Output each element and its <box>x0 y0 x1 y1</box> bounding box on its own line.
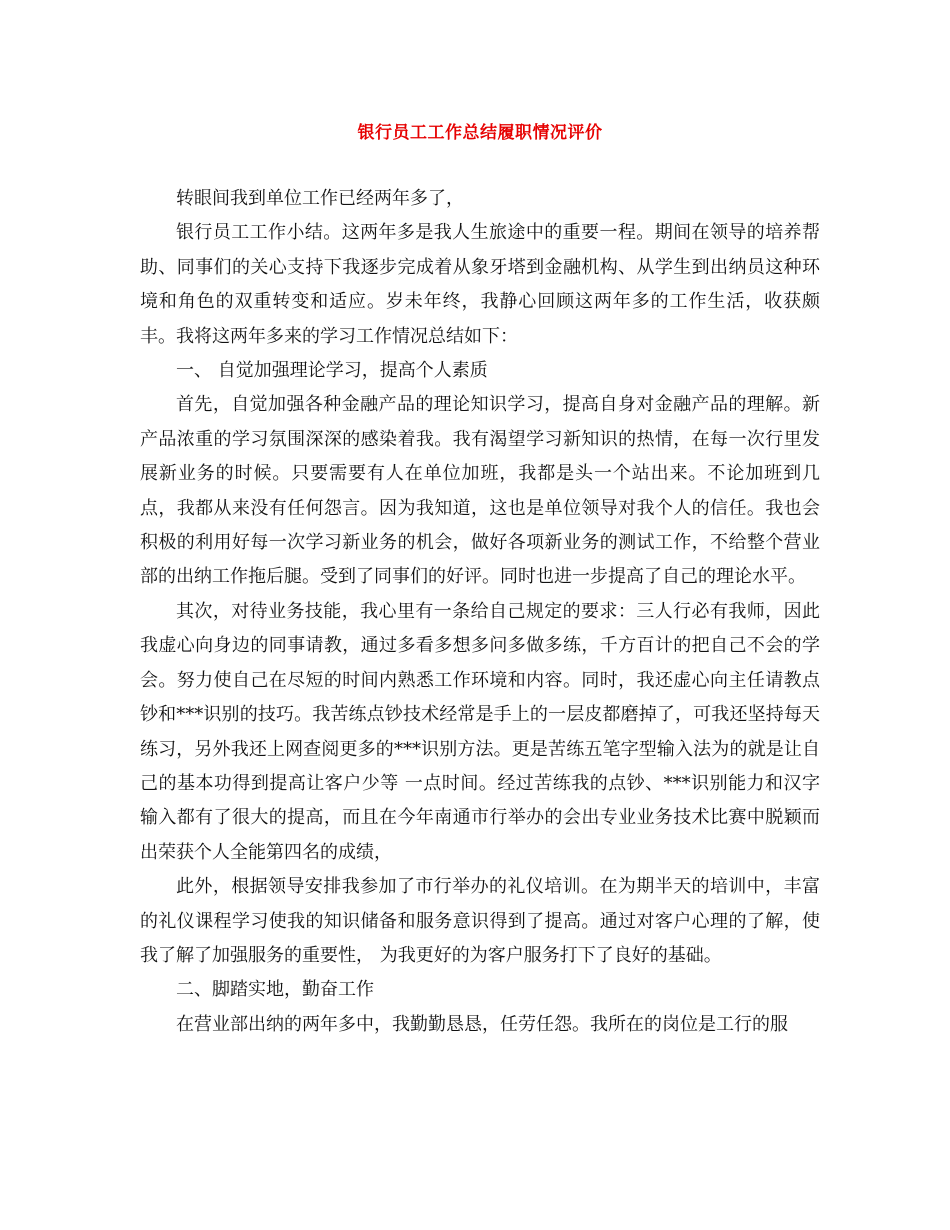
paragraph: 在营业部出纳的两年多中，我勤勤恳恳，任劳任怨。我所在的岗位是工行的服 <box>176 1013 788 1035</box>
document-page <box>140 118 820 1042</box>
section-heading: 一、 自觉加强理论学习，提高个人素质 <box>176 360 488 382</box>
document-title: 银行员工工作总结履职情况评价 <box>357 123 603 143</box>
paragraph: 转眼间我到单位工作已经两年多了， <box>176 188 464 209</box>
paragraph: 其次，对待业务技能，我心里有一条给自己规定的要求：三人行必有我师，因此我虚心向身边的同事请教，通过多看多想多问多做多练，千方百计的把自己不会的学会。努力使自己在尽短的时间内熟悉工作环境和内容。同时，我还虚心向主任请教点钞和***识别的技巧。我苦练点钞技术经常是手上的一层皮都磨掉了，可我还坚持每天练习，另外我还上网查阅更多的***识别方法。更是苦练五笔字型输入法为的就是让自己的基本功得到提高让客户少等 一点时间。经过苦练我的点钞、***识别能力和汉字输入都有了很大的提高，而且在今年南通市行举办的会出专业业务技术比赛中脱颖而出荣获个人全能第四名的成绩， <box>140 600 820 863</box>
paragraph: 首先，自觉加强各种金融产品的理论知识学习，提高自身对金融产品的理解。新产品浓重的学习氛围深深的感染着我。我有渴望学习新知识的热情，在每一次行里发展新业务的时候。只要需要有人在单位加班，我都是头一个站出来。不论加班到几点，我都从来没有任何怨言。因为我知道，这也是单位领导对我个人的信任。我也会积极的利用好每一次学习新业务的机会，做好各项新业务的测试工作，不给整个营业部的出纳工作拖后腿。受到了同事们的好评。同时也进一步提高了自己的理论水平。 <box>140 394 820 588</box>
section-heading: 二、脚踏实地，勤奋工作 <box>176 979 374 1001</box>
paragraph: 此外，根据领导安排我参加了市行举办的礼仪培训。在为期半天的培训中，丰富的礼仪课程学习使我的知识储备和服务意识得到了提高。通过对客户心理的了解，使我了解了加强服务的重要性， 为我更好的为客户服务打下了良好的基础。 <box>140 876 820 966</box>
paragraph: 银行员工工作小结。这两年多是我人生旅途中的重要一程。期间在领导的培养帮助、同事们的关心支持下我逐步完成着从象牙塔到金融机构、从学生到出纳员这种环境和角色的双重转变和适应。岁未年终，我静心回顾这两年多的工作生活，收获颇丰。我将这两年多来的学习工作情况总结如下： <box>140 222 820 347</box>
